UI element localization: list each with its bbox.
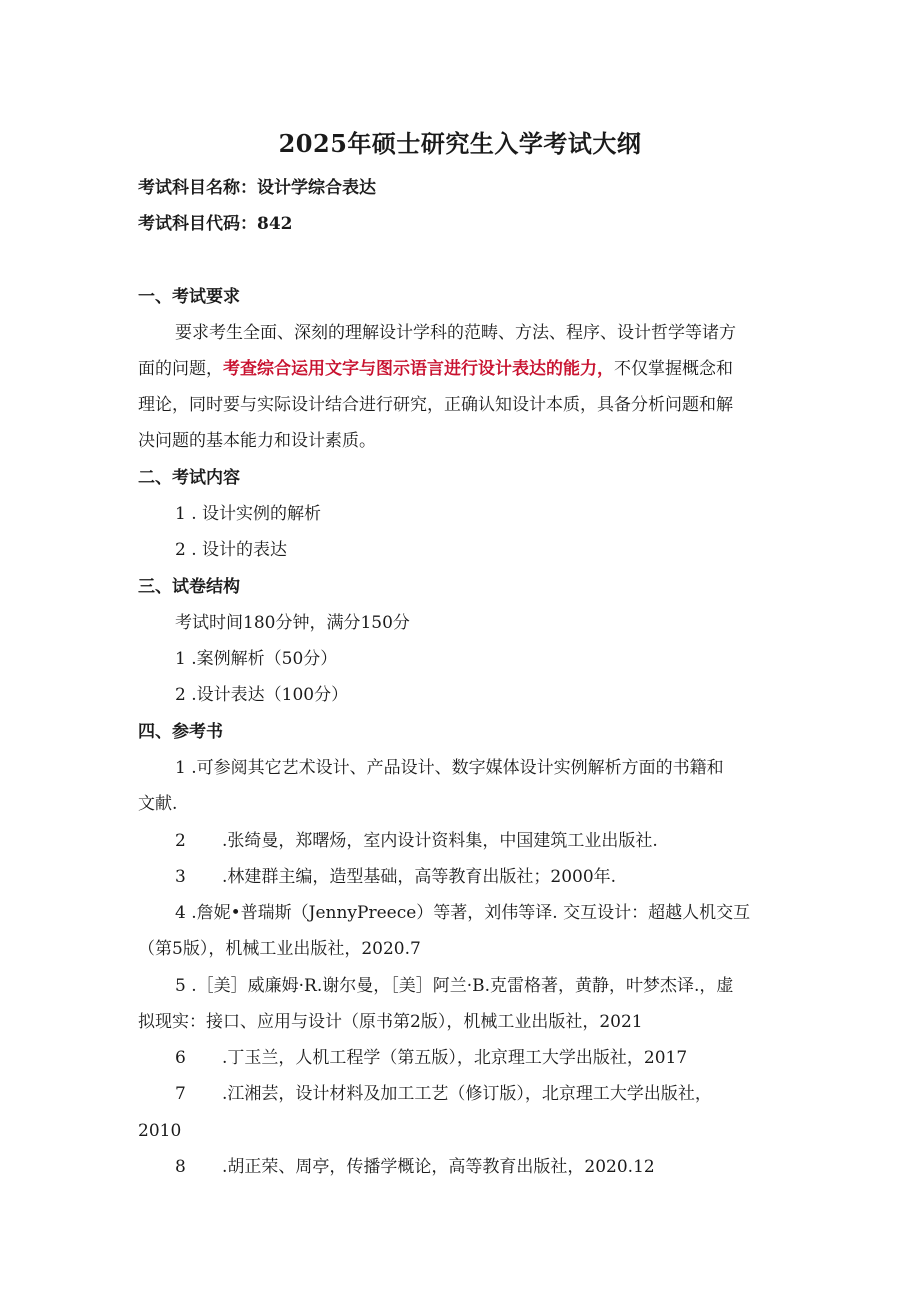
subject-code-value: 842 — [257, 214, 293, 234]
reference-8 — [175, 1156, 655, 1178]
subject-code-label: 考试科目代码： — [138, 214, 257, 234]
item-number: 1 — [175, 649, 186, 669]
section1-para-line2 — [138, 358, 733, 380]
section1-para-line1: 要求考生全面、深刻的理解设计学科的范畴、方法、程序、设计哲学等诸方 — [175, 323, 736, 343]
section1-para-line4: 决问题的基本能力和设计素质。 — [138, 431, 376, 451]
reference-4-line2: （第5版），机械工业出版社，2020.7 — [138, 939, 421, 959]
section1-para-line3: 理论，同时要与实际设计结合进行研究，正确认知设计本质，具备分析问题和解 — [138, 395, 733, 415]
subject-name-row — [138, 177, 376, 199]
reference-number: 3 — [175, 867, 186, 887]
reference-number: 7 — [175, 1084, 186, 1104]
item-number: 1 — [175, 504, 186, 524]
item-text: . 设计实例的解析 — [191, 504, 322, 524]
reference-7-line2: 2010 — [138, 1121, 182, 1141]
reference-text: .林建群主编，造型基础，高等教育出版社；2000年. — [222, 867, 617, 887]
reference-number: 8 — [175, 1157, 186, 1177]
section3-item-1 — [175, 648, 337, 670]
subject-name-value: 设计学综合表达 — [257, 178, 376, 198]
reference-text: .胡正荣、周亭，传播学概论，高等教育出版社，2020.12 — [222, 1157, 655, 1177]
section1-heading: 一、考试要求 — [138, 287, 240, 307]
reference-4-line1: 4 .詹妮•普瑞斯（JennyPreece）等著，刘伟等译. 交互设计：超越人机交互 — [175, 903, 751, 923]
section4-heading: 四、参考书 — [138, 722, 223, 742]
section2-item-1 — [175, 503, 321, 525]
section3-time: 考试时间180分钟，满分150分 — [175, 613, 410, 633]
item-number: 2 — [175, 540, 186, 560]
reference-2 — [175, 830, 658, 852]
section2-heading: 二、考试内容 — [138, 468, 240, 488]
reference-text: .丁玉兰，人机工程学（第五版），北京理工大学出版社，2017 — [222, 1048, 688, 1068]
section3-item-2 — [175, 684, 348, 706]
section1-para-line2-a: 面的问题， — [138, 359, 223, 379]
reference-5-line2: 拟现实：接口、应用与设计（原书第2版），机械工业出版社，2021 — [138, 1012, 643, 1032]
item-text: . 设计的表达 — [191, 540, 288, 560]
subject-name-label: 考试科目名称： — [138, 178, 257, 198]
reference-6 — [175, 1047, 687, 1069]
reference-number: 2 — [175, 831, 186, 851]
reference-text: .张绮曼，郑曙炀，室内设计资料集，中国建筑工业出版社. — [222, 831, 658, 851]
section1-para-line2-b: 不仅掌握概念和 — [614, 359, 733, 379]
subject-code-row — [138, 213, 293, 235]
section3-heading: 三、试卷结构 — [138, 577, 240, 597]
reference-1-line2: 文献. — [138, 794, 178, 814]
section2-item-2 — [175, 539, 287, 561]
reference-1-line1: 1 .可参阅其它艺术设计、产品设计、数字媒体设计实例解析方面的书籍和 — [175, 758, 724, 778]
reference-number: 6 — [175, 1048, 186, 1068]
item-text: .设计表达（100分） — [191, 685, 349, 705]
reference-5-line1: 5 .［美］威廉姆·R.谢尔曼，［美］阿兰·B.克雷格著，黄静，叶梦杰译.，虚 — [175, 976, 734, 996]
reference-text: .江湘芸，设计材料及加工工艺（修订版），北京理工大学出版社， — [222, 1084, 712, 1104]
reference-7 — [175, 1083, 712, 1105]
item-text: .案例解析（50分） — [191, 649, 338, 669]
item-number: 2 — [175, 685, 186, 705]
page-title: 2025年硕士研究生入学考试大纲 — [278, 129, 642, 158]
reference-3 — [175, 866, 616, 888]
section1-highlight: 考查综合运用文字与图示语言进行设计表达的能力， — [223, 359, 614, 379]
